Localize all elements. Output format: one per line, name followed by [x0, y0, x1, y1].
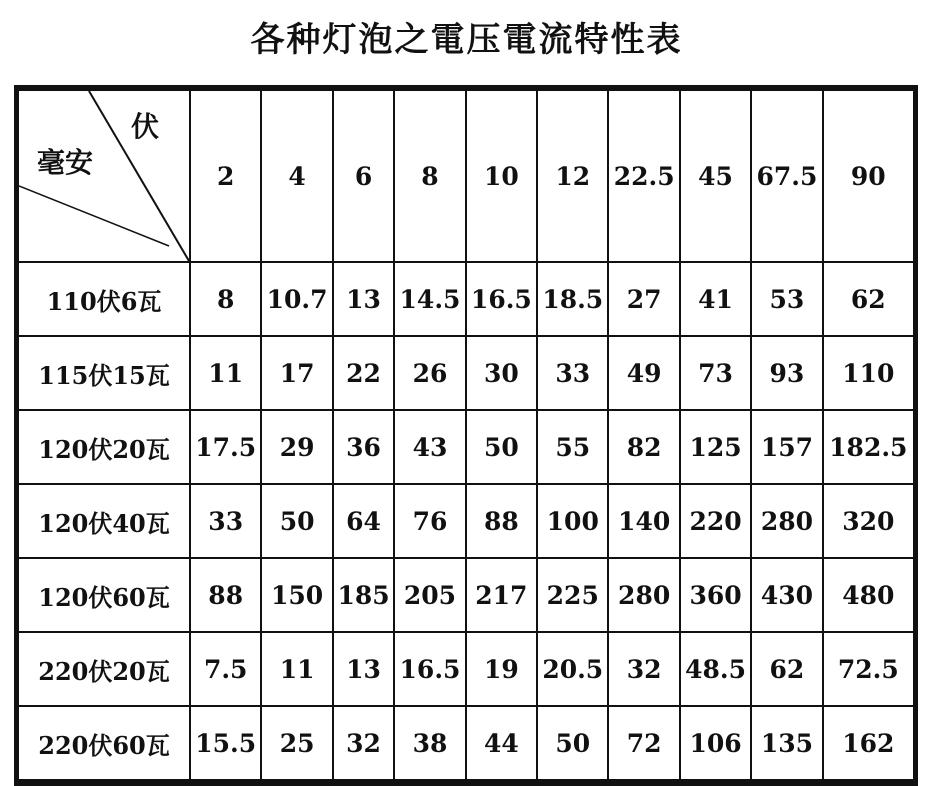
table-cell: 50	[466, 410, 537, 484]
table-cell: 93	[751, 336, 822, 410]
table-cell: 73	[680, 336, 751, 410]
table-cell: 32	[333, 706, 395, 783]
table-cell: 72	[608, 706, 679, 783]
table-cell: 430	[751, 558, 822, 632]
table-cell: 72.5	[823, 632, 916, 706]
table-row	[17, 336, 916, 410]
table-cell: 217	[466, 558, 537, 632]
table-cell: 43	[394, 410, 465, 484]
row-label: 110伏6瓦	[17, 262, 191, 336]
table-cell: 10.7	[261, 262, 332, 336]
table-cell: 38	[394, 706, 465, 783]
row-label: 220伏60瓦	[17, 706, 191, 783]
table-cell: 11	[190, 336, 261, 410]
column-header: 2	[190, 88, 261, 262]
table-cell: 225	[537, 558, 608, 632]
table-cell: 33	[190, 484, 261, 558]
table-cell: 7.5	[190, 632, 261, 706]
column-header: 67.5	[751, 88, 822, 262]
row-label: 120伏40瓦	[17, 484, 191, 558]
table-cell: 480	[823, 558, 916, 632]
header-row	[17, 88, 916, 262]
table-cell: 280	[751, 484, 822, 558]
table-cell: 280	[608, 558, 679, 632]
table-cell: 185	[333, 558, 395, 632]
table-cell: 49	[608, 336, 679, 410]
table-cell: 16.5	[466, 262, 537, 336]
table-cell: 205	[394, 558, 465, 632]
table-row	[17, 632, 916, 706]
table-cell: 25	[261, 706, 332, 783]
table-cell: 220	[680, 484, 751, 558]
table-cell: 135	[751, 706, 822, 783]
table-cell: 125	[680, 410, 751, 484]
table-cell: 36	[333, 410, 395, 484]
table-cell: 16.5	[394, 632, 465, 706]
table-cell: 140	[608, 484, 679, 558]
table-cell: 20.5	[537, 632, 608, 706]
table-cell: 150	[261, 558, 332, 632]
column-header: 45	[680, 88, 751, 262]
table-cell: 360	[680, 558, 751, 632]
table-cell: 17.5	[190, 410, 261, 484]
column-header: 22.5	[608, 88, 679, 262]
table-cell: 100	[537, 484, 608, 558]
table-cell: 53	[751, 262, 822, 336]
column-header: 10	[466, 88, 537, 262]
row-label: 120伏20瓦	[17, 410, 191, 484]
table-cell: 106	[680, 706, 751, 783]
row-label: 220伏20瓦	[17, 632, 191, 706]
table-cell: 18.5	[537, 262, 608, 336]
table-row	[17, 262, 916, 336]
column-header: 8	[394, 88, 465, 262]
table-cell: 62	[751, 632, 822, 706]
table-cell: 41	[680, 262, 751, 336]
table-row	[17, 410, 916, 484]
column-header: 90	[823, 88, 916, 262]
table-cell: 17	[261, 336, 332, 410]
table-cell: 88	[190, 558, 261, 632]
table-cell: 32	[608, 632, 679, 706]
table-cell: 27	[608, 262, 679, 336]
table-cell: 64	[333, 484, 395, 558]
table-cell: 76	[394, 484, 465, 558]
column-header: 4	[261, 88, 332, 262]
column-header: 6	[333, 88, 395, 262]
table-cell: 29	[261, 410, 332, 484]
table-row	[17, 484, 916, 558]
voltage-current-table	[14, 85, 918, 786]
row-unit-label: 毫安	[37, 146, 94, 179]
table-cell: 11	[261, 632, 332, 706]
column-unit-label: 伏	[130, 110, 159, 143]
row-label: 115伏15瓦	[17, 336, 191, 410]
table-cell: 182.5	[823, 410, 916, 484]
table-cell: 44	[466, 706, 537, 783]
table-row	[17, 558, 916, 632]
table-cell: 13	[333, 632, 395, 706]
table-cell: 157	[751, 410, 822, 484]
table-cell: 22	[333, 336, 395, 410]
table-cell: 13	[333, 262, 395, 336]
table-cell: 19	[466, 632, 537, 706]
table-cell: 8	[190, 262, 261, 336]
page-title: 各种灯泡之電压電流特性表	[250, 20, 683, 60]
table-cell: 88	[466, 484, 537, 558]
table-cell: 48.5	[680, 632, 751, 706]
corner-cell	[17, 88, 191, 262]
table-cell: 110	[823, 336, 916, 410]
row-label: 120伏60瓦	[17, 558, 191, 632]
table-cell: 33	[537, 336, 608, 410]
table-cell: 30	[466, 336, 537, 410]
table-cell: 50	[537, 706, 608, 783]
table-cell: 26	[394, 336, 465, 410]
column-header: 12	[537, 88, 608, 262]
table-row	[17, 706, 916, 783]
table-cell: 55	[537, 410, 608, 484]
table-cell: 15.5	[190, 706, 261, 783]
table-cell: 62	[823, 262, 916, 336]
table-cell: 320	[823, 484, 916, 558]
table-cell: 14.5	[394, 262, 465, 336]
table-cell: 82	[608, 410, 679, 484]
table-cell: 162	[823, 706, 916, 783]
table-cell: 50	[261, 484, 332, 558]
